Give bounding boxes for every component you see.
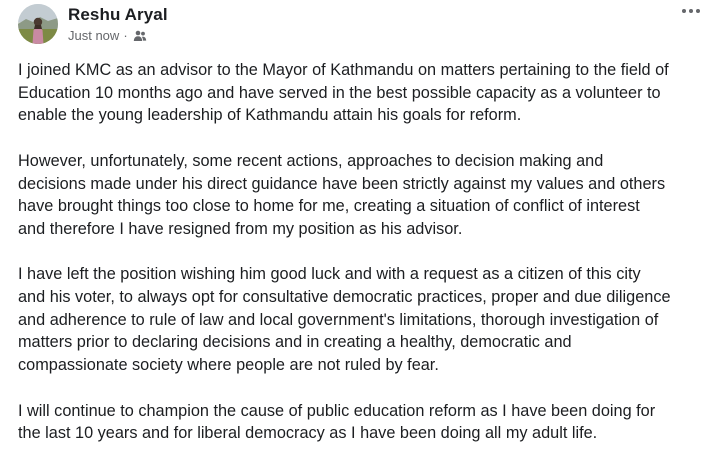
author-name[interactable]: Reshu Aryal <box>68 5 168 24</box>
avatar[interactable] <box>18 4 58 44</box>
post-paragraph-1: I joined KMC as an advisor to the Mayor of Kathmandu on matters pertaining to the field of Education 10 months ago and have served in the best possible capacity as a volunteer to enable the young leadership of Kathmandu attain his goals for reform. <box>18 61 669 125</box>
post-paragraph-2: However, unfortunately, some recent actions, approaches to decision making and decisions made under his direct guidance have been strictly against my values and others have brought things too close to home for me, creating a situation of conflict of interest and therefore I have resigned from my position as his advisor. <box>18 151 666 238</box>
post-paragraph-4: I will continue to champion the cause of public education reform as I have been doing for the last 10 years and for liberal democracy as I have been doing all my adult life. <box>18 401 656 443</box>
post-header <box>18 2 702 48</box>
more-options-icon[interactable] <box>680 4 702 18</box>
friends-icon[interactable] <box>133 29 147 43</box>
meta-separator: · <box>123 28 128 43</box>
post-paragraph-3: I have left the position wishing him good luck and with a request as a citizen of this city and his voter, to always opt for consultative democratic practices, proper and due diligence and adherence to rule of law and local government's limitations, thorough investigation of matters prior to declaring decisions and in creating a healthy, democratic and compassionate society where people are not ruled by fear. <box>18 265 671 375</box>
post-body <box>18 59 708 468</box>
profile-photo-icon <box>18 4 58 44</box>
post-meta <box>68 28 147 43</box>
post-timestamp[interactable]: Just now <box>68 28 120 43</box>
